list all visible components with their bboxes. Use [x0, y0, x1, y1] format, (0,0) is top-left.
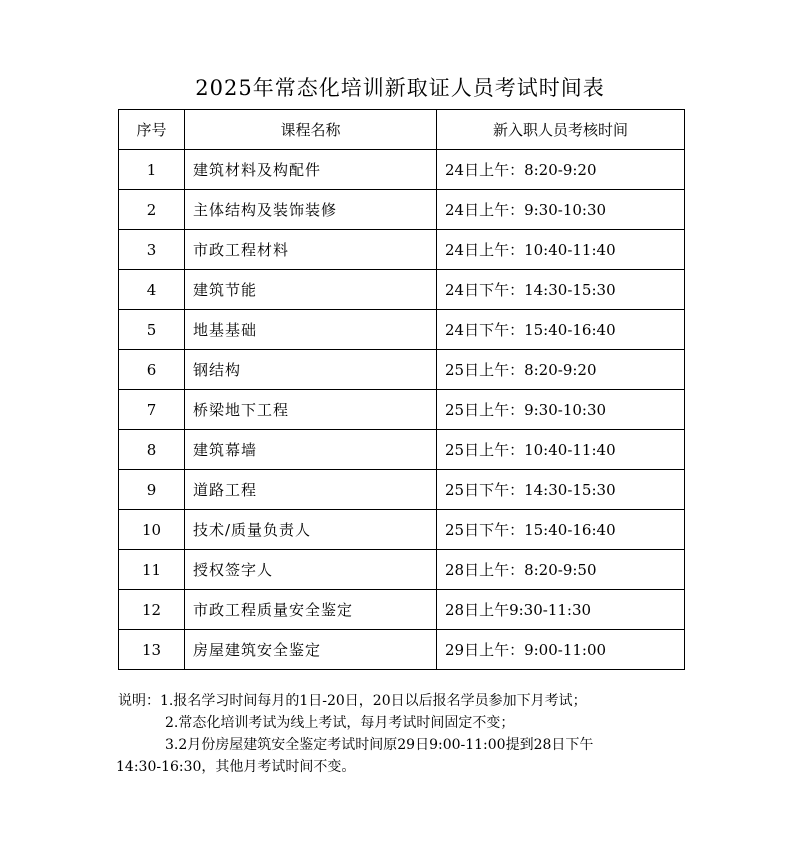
cell-course: 市政工程材料	[185, 230, 437, 270]
cell-no: 5	[119, 310, 185, 350]
cell-no: 7	[119, 390, 185, 430]
cell-no: 13	[119, 630, 185, 670]
cell-no: 2	[119, 190, 185, 230]
table-header-row	[119, 110, 685, 150]
cell-no: 11	[119, 550, 185, 590]
cell-time: 24日上午：8:20-9:20	[437, 150, 685, 190]
table-row	[119, 150, 685, 190]
cell-no: 3	[119, 230, 185, 270]
cell-time: 25日上午：8:20-9:20	[437, 350, 685, 390]
cell-course: 建筑材料及构配件	[185, 150, 437, 190]
cell-time: 25日下午：14:30-15:30	[437, 470, 685, 510]
cell-time: 25日上午：10:40-11:40	[437, 430, 685, 470]
header-no: 序号	[119, 110, 185, 150]
cell-no: 8	[119, 430, 185, 470]
note-line-1: 说明：1.报名学习时间每月的1日-20日，20日以后报名学员参加下月考试；	[118, 693, 587, 709]
table-row	[119, 350, 685, 390]
exam-schedule-table	[118, 109, 685, 670]
table-row	[119, 270, 685, 310]
note-line-2: 2.常态化培训考试为线上考试，每月考试时间固定不变；	[165, 715, 515, 731]
cell-time: 29日上午：9:00-11:00	[437, 630, 685, 670]
table-row	[119, 550, 685, 590]
cell-course: 地基基础	[185, 310, 437, 350]
header-time: 新入职人员考核时间	[437, 110, 685, 150]
cell-course: 建筑幕墙	[185, 430, 437, 470]
table-row	[119, 190, 685, 230]
cell-course: 房屋建筑安全鉴定	[185, 630, 437, 670]
cell-course: 市政工程质量安全鉴定	[185, 590, 437, 630]
cell-time: 25日下午：15:40-16:40	[437, 510, 685, 550]
cell-course: 道路工程	[185, 470, 437, 510]
table-row	[119, 430, 685, 470]
cell-course: 钢结构	[185, 350, 437, 390]
cell-no: 9	[119, 470, 185, 510]
table-row	[119, 470, 685, 510]
cell-no: 4	[119, 270, 185, 310]
cell-course: 桥梁地下工程	[185, 390, 437, 430]
cell-time: 24日下午：15:40-16:40	[437, 310, 685, 350]
cell-time: 24日上午：10:40-11:40	[437, 230, 685, 270]
notes-section	[118, 690, 684, 778]
cell-course: 建筑节能	[185, 270, 437, 310]
cell-course: 主体结构及装饰装修	[185, 190, 437, 230]
header-course: 课程名称	[185, 110, 437, 150]
cell-time: 24日上午：9:30-10:30	[437, 190, 685, 230]
table-row	[119, 390, 685, 430]
table-row	[119, 510, 685, 550]
cell-time: 28日上午：8:20-9:50	[437, 550, 685, 590]
cell-course: 授权签字人	[185, 550, 437, 590]
note-line-3: 3.2月份房屋建筑安全鉴定考试时间原29日9:00-11:00提到28日下午	[165, 737, 594, 753]
page-title: 2025年常态化培训新取证人员考试时间表	[195, 76, 605, 100]
cell-no: 10	[119, 510, 185, 550]
table-row	[119, 230, 685, 270]
cell-no: 6	[119, 350, 185, 390]
cell-time: 25日上午：9:30-10:30	[437, 390, 685, 430]
cell-no: 1	[119, 150, 185, 190]
cell-course: 技术/质量负责人	[185, 510, 437, 550]
table-row	[119, 590, 685, 630]
table-row	[119, 630, 685, 670]
table-row	[119, 310, 685, 350]
cell-time: 28日上午9:30-11:30	[437, 590, 685, 630]
cell-no: 12	[119, 590, 185, 630]
note-line-4: 14:30-16:30，其他月考试时间不变。	[116, 759, 356, 775]
cell-time: 24日下午：14:30-15:30	[437, 270, 685, 310]
